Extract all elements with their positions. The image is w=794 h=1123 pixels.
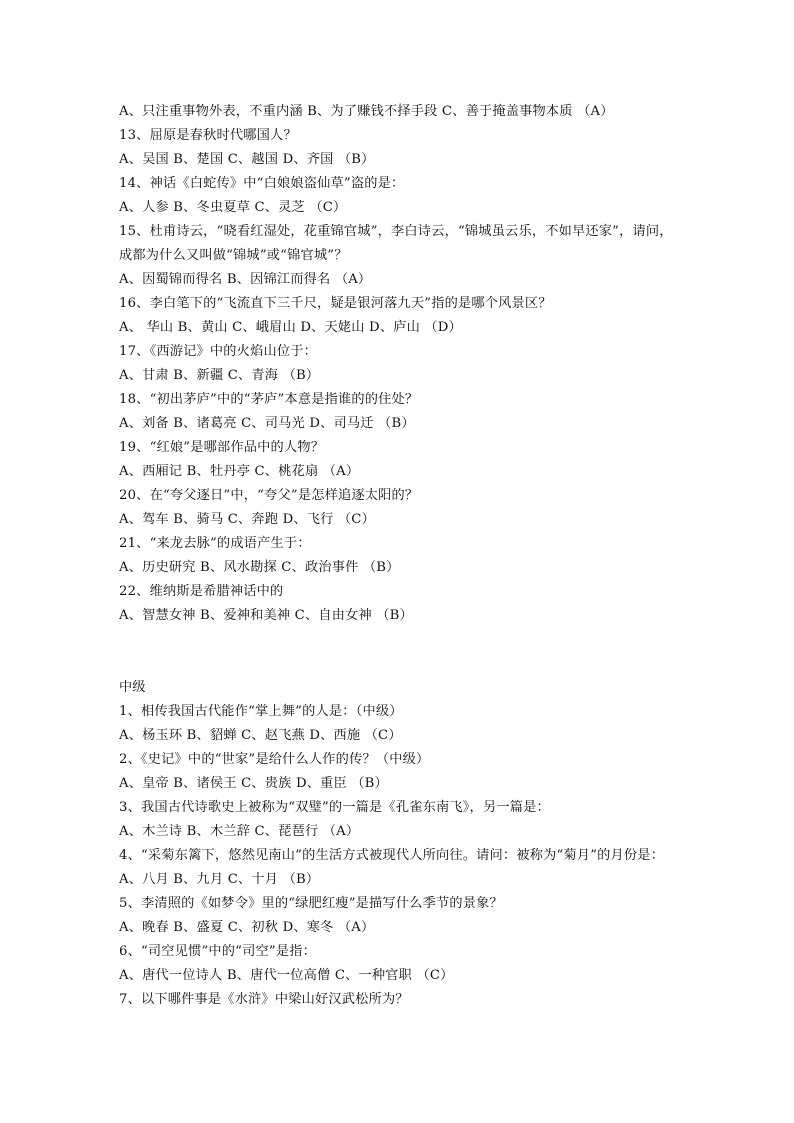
answer-options: A、杨玉环 B、貂蝉 C、赵飞燕 D、西施 （C） [119,728,402,743]
answer-options: A、刘备 B、诸葛亮 C、司马光 D、司马迁 （B） [119,416,415,431]
answer-options: A、吴国 B、楚国 C、越国 D、齐国 （B） [119,152,375,167]
question-text: 3、我国古代诗歌史上被称为“双璧”的一篇是《孔雀东南飞》，另一篇是： [119,800,550,815]
answer-options: A、皇帝 B、诸侯王 C、贵族 D、重臣 （B） [119,776,388,791]
question-text: 19、“红娘”是哪部作品中的人物？ [119,440,325,455]
quiz-section-intermediate [119,676,689,1012]
section-gap [119,628,689,676]
answer-options: A、智慧女神 B、爱神和美神 C、自由女神 （B） [119,608,413,623]
answer-options: A、晚春 B、盛夏 C、初秋 D、寒冬 （A） [119,920,375,935]
answer-options: A、历史研究 B、风水勘探 C、政治事件 （B） [119,560,400,575]
question-text: 22、维纳斯是希腊神话中的 [119,584,284,599]
answer-options: A、西厢记 B、牡丹亭 C、桃花扇 （A） [119,464,360,479]
question-text: 13、屈原是春秋时代哪国人？ [119,128,297,143]
answer-options: A、唐代一位诗人 B、唐代一位高僧 C、一种官职 （C） [119,968,454,983]
quiz-section-basic [119,100,689,628]
question-text: 14、神话《白蛇传》中“白娘娘盗仙草”盗的是： [119,176,405,191]
question-text: 16、李白笔下的“飞流直下三千尺，疑是银河落九天”指的是哪个风景区？ [119,296,552,311]
answer-options: A、驾车 B、骑马 C、奔跑 D、飞行 （C） [119,512,375,527]
question-text: 17、《西游记》中的火焰山位于： [119,344,318,359]
answer-options: A、木兰诗 B、木兰辞 C、琵琶行 （A） [119,824,360,839]
question-text: 20、在“夸父逐日”中，“夸父”是怎样追逐太阳的？ [119,488,419,503]
document-body [119,100,689,1012]
question-text: 5、李清照的《如梦令》里的“绿肥红瘦”是描写什么季节的景象？ [119,896,503,911]
text-line: 成都为什么又叫做“锦城”或“锦官城”？ [119,248,348,263]
question-text: 6、“司空见惯”中的“司空”是指： [119,944,317,959]
answer-options: A、因蜀锦而得名 B、因锦江而得名 （A） [119,272,372,287]
section-heading: 中级 [119,680,146,695]
question-text: 2、《史记》中的“世家”是给什么人作的传？（中级） [119,752,430,767]
answer-options: A、八月 B、九月 C、十月 （B） [119,872,320,887]
question-text: 1、相传我国古代能作“掌上舞”的人是：（中级） [119,704,403,719]
question-text: 21、“来龙去脉”的成语产生于： [119,536,311,551]
question-text: 4、“采菊东篱下，悠然见南山”的生活方式被现代人所向往。请问：被称为“菊月”的月份是： [119,848,665,863]
answer-options: A、甘肃 B、新疆 C、青海 （B） [119,368,320,383]
answer-options: A、 华山 B、黄山 C、峨眉山 D、天姥山 D、庐山 （D） [119,320,462,335]
question-text: 18、“初出茅庐”中的“茅庐”本意是指谁的的住处？ [119,392,419,407]
question-text: 15、杜甫诗云，“晓看红湿处，花重锦官城”，李白诗云，“锦城虽云乐，不如早还家”，请问， [119,224,673,239]
answer-options: A、人参 B、冬虫夏草 C、灵芝 （C） [119,200,347,215]
question-text: 7、以下哪件事是《水浒》中梁山好汉武松所为？ [119,992,409,1007]
answer-options: A、只注重事物外表，不重内涵 B、为了赚钱不择手段 C、善于掩盖事物本质 （A） [119,104,614,119]
